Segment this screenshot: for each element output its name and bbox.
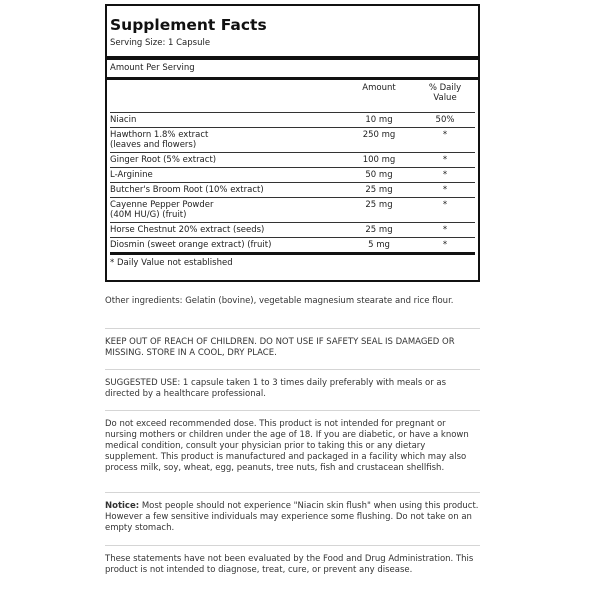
section-divider	[105, 492, 480, 493]
table-row	[110, 168, 475, 183]
other-ingredients: Other ingredients: Gelatin (bovine), vegetable magnesium stearate and rice flour.	[105, 296, 454, 306]
table-row	[110, 223, 475, 238]
ingredient-dv: *	[442, 185, 448, 195]
ingredient-amount: 50 mg	[365, 170, 393, 180]
table-row	[110, 153, 475, 168]
ingredient-name: Niacin	[110, 115, 137, 125]
table-row	[110, 198, 475, 223]
section-divider	[105, 545, 480, 546]
ingredient-name: L-Arginine	[110, 170, 153, 180]
facts-title: Supplement Facts	[110, 16, 267, 34]
ingredient-name: Butcher's Broom Root (10% extract)	[110, 185, 264, 195]
daily-value-footnote: * Daily Value not established	[110, 258, 233, 268]
supplement-facts-panel	[105, 4, 480, 282]
ingredient-dv: *	[442, 240, 448, 250]
serving-size: Serving Size: 1 Capsule	[110, 38, 211, 48]
table-row	[110, 113, 475, 128]
ingredient-dv: *	[442, 130, 448, 140]
col-amount-header: Amount	[362, 83, 396, 93]
ingredient-dv: *	[442, 170, 448, 180]
ingredient-name: Diosmin (sweet orange extract) (fruit)	[110, 240, 272, 250]
column-header	[110, 80, 475, 112]
amount-per-serving: Amount Per Serving	[110, 63, 195, 73]
section-divider	[105, 328, 480, 329]
notice-body: Most people should not experience "Niacin skin flush" when using this product. However a few sensitive individuals may experience some flushing. Do not take on an empty stomach.	[105, 501, 479, 533]
ingredient-amount: 25 mg	[365, 200, 393, 210]
ingredient-amount: 25 mg	[365, 225, 393, 235]
notice-text	[105, 501, 480, 534]
ingredient-dv: *	[442, 225, 448, 235]
fda-statement: These statements have not been evaluated by the Food and Drug Administration. This product is not intended to diagnose, treat, cure, or prevent any disease.	[105, 554, 474, 575]
suggested-use: SUGGESTED USE: 1 capsule taken 1 to 3 times daily preferably with meals or as directed by a healthcare professional.	[105, 378, 447, 399]
ingredient-dv: *	[442, 200, 448, 210]
col-daily-value-header: % Daily Value	[428, 83, 462, 103]
table-row	[110, 183, 475, 198]
ingredient-dv: *	[442, 155, 448, 165]
ingredient-amount: 25 mg	[365, 185, 393, 195]
ingredient-amount: 250 mg	[362, 130, 396, 140]
section-divider	[105, 410, 480, 411]
disclaimer-text: Do not exceed recommended dose. This product is not intended for pregnant or nursing mothers or children under the age of 18. If you are diabetic, or have a known medical condition, consult your physician prior to taking this or any dietary supplement. This product is manufactured and packaged in a facility which may also process milk, soy, wheat, egg, peanuts, tree nuts, fish and crustacean shellfish.	[105, 419, 469, 473]
ingredient-name: Horse Chestnut 20% extract (seeds)	[110, 225, 265, 235]
ingredient-amount: 100 mg	[362, 155, 396, 165]
ingredient-amount: 10 mg	[365, 115, 393, 125]
section-divider	[105, 369, 480, 370]
ingredient-amount: 5 mg	[368, 240, 390, 250]
warning-text: KEEP OUT OF REACH OF CHILDREN. DO NOT USE IF SAFETY SEAL IS DAMAGED OR MISSING. STORE IN A COOL, DRY PLACE.	[105, 337, 455, 358]
ingredient-name: Hawthorn 1.8% extract (leaves and flowers)	[110, 130, 209, 150]
table-row	[110, 238, 475, 255]
notice-label: Notice:	[105, 501, 140, 511]
ingredient-dv: 50%	[435, 115, 455, 125]
nutrient-rows	[110, 112, 475, 255]
ingredient-name: Ginger Root (5% extract)	[110, 155, 217, 165]
table-row	[110, 128, 475, 153]
ingredient-name: Cayenne Pepper Powder (40M HU/G) (fruit)	[110, 200, 214, 220]
